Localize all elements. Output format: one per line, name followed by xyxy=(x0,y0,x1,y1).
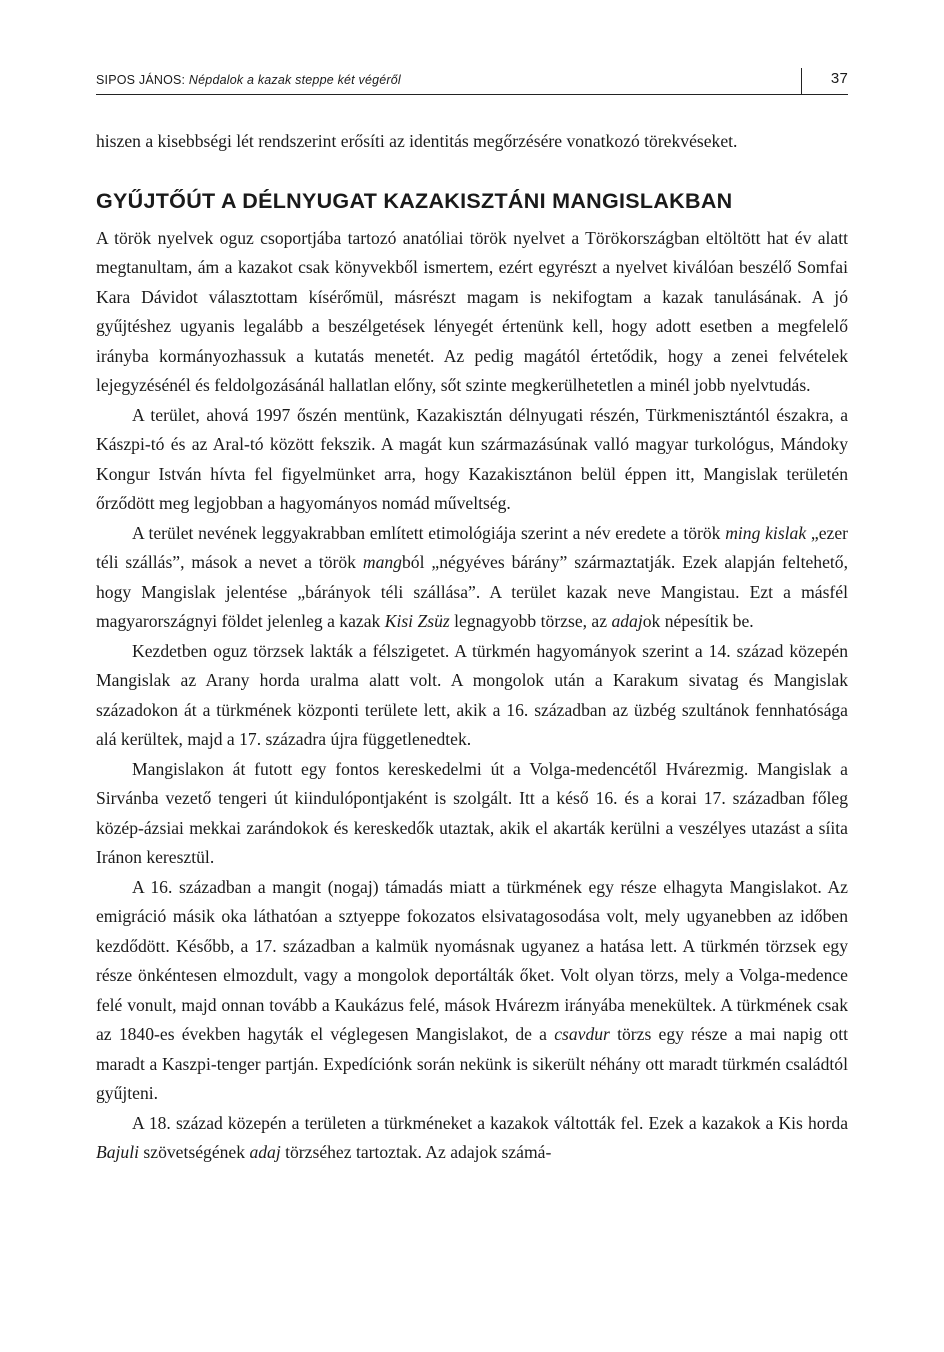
paragraph-4: Kezdetben oguz törzsek lakták a félszigetet. A türkmén hagyományok szerint a 14. század közepén Mangislak az Arany horda uralma alatt volt. A mongolok után a Karakum sivatag és Mangislak századokon át a türkmének központi területe lett, akik a 16. században az üzbég szultánok fennhatósága alá kerültek, majd a 17. századra újra függetlenedtek. xyxy=(96,640,848,749)
paragraph-3: A terület nevének leggyakrabban említett etimológiája szerint a név eredete a török ming kislak „ezer téli szállás”, mások a nevet a török mangból „négyéves bárány” származtatják. Ezek alapján feltehető, hogy Mangislak jelentése „bárányok téli szállása”. A terület kazak neve Mangistau. Ezt a másfél magyarországnyi földet jelenleg a kazak Kisi Zsüz legnagyobb törzse, az adajok népesítik be. xyxy=(96,522,849,631)
paragraph-1: A török nyelvek oguz csoportjába tartozó anatóliai török nyelvet a Törökországban eltöltött hat év alatt megtanultam, ám a kazakot csak könyvekből ismertem, ezért egyrészt a nyelvet kiválóan beszélő Somfai Kara Dávidot választottam kísérőmül, másrészt magam is nekifogtam a kazak tanulásának. A jó gyűjtéshez ugyanis legalább a beszélgetések lényegét értenünk kell, hogy adott esetben a megfelelő irányba kormányozhassuk a kutatás menetét. Az pedig magától értetődik, hogy a zenei felvételek lejegyzésénél és feldolgozásánál hallatlan előny, sőt szinte megkerülhetetlen a minél jobb nyelvtudás. xyxy=(96,227,848,395)
section-title: GYŰJTŐÚT A DÉLNYUGAT KAZAKISZTÁNI MANGISLAKBAN xyxy=(96,188,733,213)
book-page xyxy=(96,62,848,1168)
paragraph-2: A terület, ahová 1997 őszén mentünk, Kazakisztán délnyugati részén, Türkmenisztántól északra, a Kászpi-tó és az Aral-tó között fekszik. A magát kun származásúnak valló magyar turkológus, Mándoky Kongur István hívta fel figyelmünket arra, hogy Kazakisztánon belül éppen itt, Mangislak területén őrződött meg legjobban a hagyományos nomád műveltség. xyxy=(96,404,848,513)
paragraph-6: A 16. században a mangit (nogaj) támadás miatt a türkmének egy része elhagyta Mangislakot. Az emigráció másik oka láthatóan a sztyeppe fokozatos elsivatagosodása volt, mely ugyanebben az időben kezdődött. Később, a 17. században a kalmük nyomásnak ugyanez a hatása lett. A türkmén törzsek egy része önkéntesen elmozdult, vagy a mongolok deportálták őket. Volt olyan törzs, mely a Volga-medence felé vonult, majd onnan tovább a Kaukázus felé, mások Hvárezm irányába menekültek. A türkmének csak az 1840-es években hagyták el véglegesen Mangislakot, de a csavdur törzs egy része a mai napig ott maradt a Kaszpi-tenger partján. Expedíciónk során nekünk is sikerült néhány ott maradt türkmén családtól gyűjteni. xyxy=(96,876,848,1103)
running-header xyxy=(96,62,848,95)
paragraph-7: A 18. század közepén a területen a türkméneket a kazakok váltották fel. Ezek a kazakok a Kis horda Bajuli szövetségének adaj törzséhez tartoztak. Az adajok számá- xyxy=(96,1112,848,1162)
header-book-title: Népdalok a kazak steppe két végéről xyxy=(188,73,401,87)
lead-paragraph: hiszen a kisebbségi lét rendszerint erősíti az identitás megőrzésére vonatkozó törekvéseket. xyxy=(96,131,738,151)
page-number: 37 xyxy=(830,70,848,87)
header-divider xyxy=(801,68,802,94)
paragraph-5: Mangislakon át futott egy fontos kereskedelmi út a Volga-medencétől Hvárezmig. Mangislak a Sirvánba vezető tengeri út kiindulópontjaként is szolgált. Itt a késő 16. és a korai 17. században főleg közép-ázsiai mekkai zarándokok és kereskedők utaztak, akik el akarták kerülni a veszélyes utazást a síita Iránon keresztül. xyxy=(96,758,848,867)
header-author: SIPOS JÁNOS: Népdalok a kazak steppe két végéről xyxy=(96,73,401,87)
